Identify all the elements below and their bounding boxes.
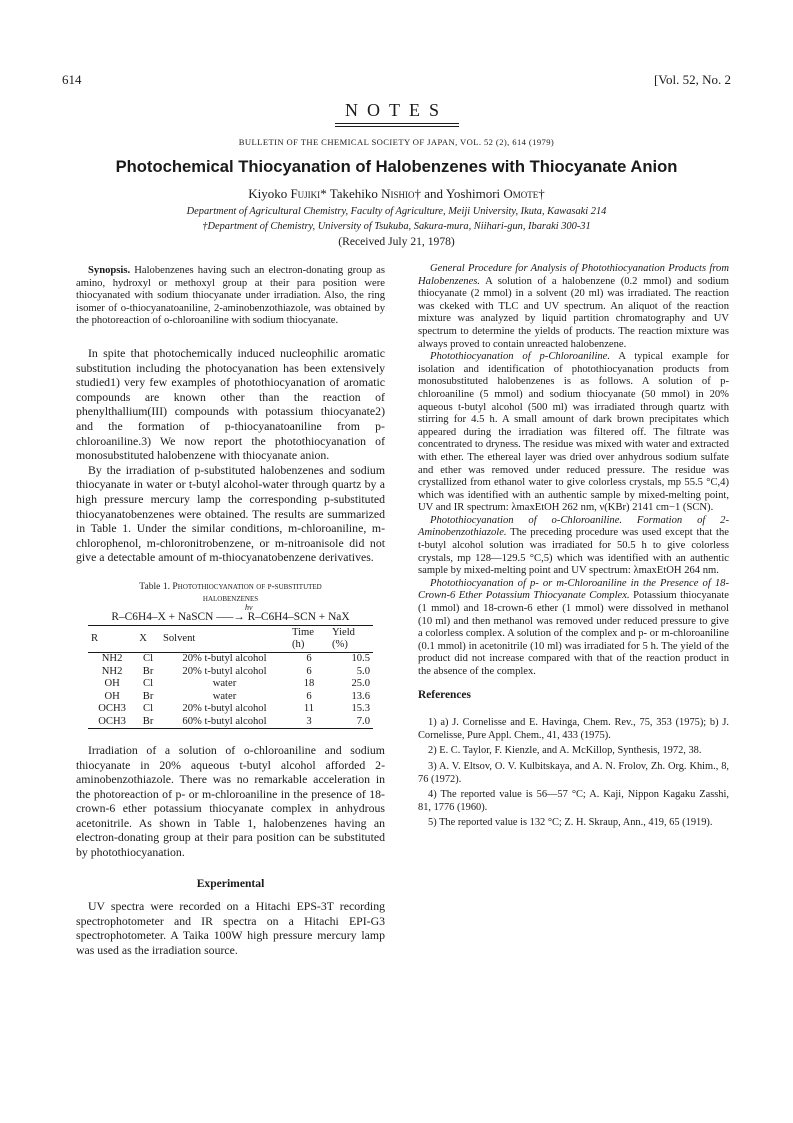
table-caption <box>76 581 385 605</box>
cell-solvent: water <box>212 678 237 690</box>
cell-yield: 7.0 <box>356 715 370 727</box>
left-column <box>76 265 385 958</box>
general-procedure <box>418 263 729 351</box>
table-caption-line1: Photothiocyanation of p-substituted <box>172 580 322 592</box>
cell-x: Br <box>142 715 154 727</box>
section-title: NOTES <box>345 100 448 120</box>
author-list <box>0 186 793 202</box>
received-date: (Received July 21, 1978) <box>338 235 455 248</box>
p-chloroaniline-text: A typical example for isolation and identification of photothiocyanation products from monosubstituted halobenzenes is as follows. A solution of p-chloroaniline (5 mmol) and sodium thiocyanate (50 mmol) in 20% aqueous t-butyl alcohol (500 ml) was irradiated through quartz with stirring for 4.5 h. A small amount of dark brown precipitates which appeared during the irradiation was filtered off. The filtrate was concentrated to dryness. The residue was mixed with water and extracted with ether. The ethereal layer was dried over anhydrous sodium sulfate and ether was removed under reduced pressure. The residue was crystallized from ethanol water to give colorless crystals, mp 55.5 °C,4) which was identified with an authentic sample by mixed-melting point, UV and IR spectrum: λmaxEtOH 262 nm, ν(KBr) 2141 cm−1 (SCN). <box>418 351 729 514</box>
col-header-time: Time (h) <box>292 627 314 651</box>
general-procedure-text: A solution of a halobenzene (0.2 mmol) and sodium thiocyanate (2 mmol) in a solvent (20 ml) was irradiated. The reaction was ckeked with TLC and UV spectrum. An aliquot of the reaction mixture was analyzed by liquid partition chromatography and UV spectrum to determine the yields of products. The reaction mixture was always proved to contain unreacted halobenzene. <box>418 275 729 350</box>
after-table-paragraph: Irradiation of a solution of o-chloroaniline and sodium thiocyanate in 20% aqueous t-butyl alcohol afforded 2-aminobenzothiazole. There was no remarkable acceleration in the photoreaction of p- or m-chloroaniline in the presence of 18-crown-6 ether potassium thiocyanate complex in anhydrous acetonitrile. As shown in Table 1, halobenzenes having an electron-donating group at their para position can be substituted by photothiocyanation. <box>76 742 385 860</box>
cell-time: 3 <box>306 715 312 727</box>
reaction-left: R–C6H4–X + NaSCN <box>111 610 214 623</box>
cell-time: 11 <box>303 703 315 715</box>
cell-r: NH2 <box>101 653 123 665</box>
cell-x: Cl <box>143 653 154 665</box>
cell-r: NH2 <box>101 665 123 677</box>
reference-item: 5) The reported value is 132 °C; Z. H. Skraup, Ann., 419, 65 (1919). <box>428 817 713 829</box>
author-last: Nishio <box>381 186 415 201</box>
general-procedure-heading: General Procedure for Analysis of Photothiocyanation Products from Halobenzenes. <box>418 263 729 287</box>
right-column <box>418 263 729 833</box>
author-mark: † <box>414 186 422 201</box>
crown-ether-heading: Photothiocyanation of p- or m-Chloroaniline in the Presence of 18-Crown-6 Ether Potassium Thiocyanate Complex. <box>418 577 729 602</box>
affiliation-1: Department of Agricultural Chemistry, Faculty of Agriculture, Meiji University, Ikuta, Kawasaki 214 <box>186 206 607 217</box>
cell-x: Cl <box>143 703 154 715</box>
volume-issue: [Vol. 52, No. 2 <box>653 72 731 87</box>
reaction-scheme <box>76 602 385 624</box>
results-table <box>88 625 373 728</box>
cell-yield: 13.6 <box>351 690 370 702</box>
reaction-hv: hv <box>245 602 253 612</box>
author-and: and <box>424 186 444 201</box>
synopsis-text: Halobenzenes having such an electron-donating group as amino, hydroxyl or methoxyl group at their para position were thiocyanated with sodium thiocyanate under irradiation. Also, the ring isomer of o-thiocyanatoaniline, 2-aminobenzothiazole, was obtained by the photoreaction of o-chloroaniline with sodium thiocyanate. <box>76 265 385 327</box>
intro-paragraph-2: By the irradiation of p-substituted halobenzenes and sodium thiocyanate in water or t-butyl alcohol-water through quartz by a high pressure mercury lamp the corresponding p-substituted thiocyanatobenzenes were obtained. The results are summarized in Table 1. Under the similar conditions, m-chloroaniline, m-chlorophenol, m-chloronitrobenzene, or m-nitroanisole did not give a detectable amount of m-thiocyanatobenzene derivatives. <box>76 462 385 565</box>
table-caption-label: Table 1. <box>139 580 171 592</box>
o-chloroaniline-heading: Photothiocyanation of o-Chloroaniline. Formation of 2-Aminobenzothiazole. <box>418 514 729 539</box>
cell-time: 6 <box>306 665 312 677</box>
author-last: Fujiki <box>290 186 321 201</box>
author-mark: † <box>538 186 545 201</box>
cell-yield: 10.5 <box>351 653 370 665</box>
experimental-heading: Experimental <box>196 876 265 890</box>
crown-ether-section <box>418 578 729 679</box>
cell-time: 18 <box>303 678 315 690</box>
crown-ether-text: Potassium thiocyanate (1 mmol) and 18-crown-6 ether (1 mmol) were dissolved in methanol (10 ml) and then methanol was removed under reduced pressure to give a colorless complex. A solution of the complex and p- or m-chloroaniline (0.1 mmol) in acetonitrile (10 ml) was irradiated for 5 h. The yield of the product did not increase compared with that of the reaction product in the absence of the complex. <box>418 590 729 677</box>
o-chloroaniline-section <box>418 515 729 578</box>
col-header-yield: Yield (%) <box>332 627 355 651</box>
journal-citation: BULLETIN OF THE CHEMICAL SOCIETY OF JAPAN, VOL. 52 (2), 614 (1979) <box>238 137 555 147</box>
table-body <box>88 653 373 728</box>
affiliation-2: †Department of Chemistry, University of Tsukuba, Sakura-mura, Niihari-gun, Ibaraki 300-31 <box>202 221 591 232</box>
table-row <box>88 716 373 729</box>
intro-paragraph-1: In spite that photochemically induced nucleophilic aromatic substitution including the photocyanation has been extensively studied1) very few examples of photothiocyanation of aromatic compounds are known other than the reaction of phenylthallium(III) compounds with potassium thiocyanate2) and the formation of p-thiocyanatoaniline from p-chloroaniline.3) We now report the photothiocyanation of monosubstituted halobenzene with thiocyanate anion. <box>76 345 385 463</box>
cell-yield: 25.0 <box>351 678 370 690</box>
table-row <box>88 653 373 666</box>
section-rule-bottom <box>335 126 459 127</box>
table-row <box>88 703 373 715</box>
cell-time: 6 <box>306 653 312 665</box>
table-header-row <box>88 626 373 653</box>
o-chloroaniline-text: The preceding procedure was used except that the t-butyl alcohol solution was irradiated for 50.5 h to give colorless crystals, mp 128—129.5 °C,5) which was identified with an authentic sample by mixed-melting point and UV spectrum: λmaxEtOH 264 nm. <box>418 527 729 577</box>
cell-x: Cl <box>143 678 154 690</box>
synopsis <box>76 265 385 328</box>
reference-item: 1) a) J. Cornelisse and E. Havinga, Chem. Rev., 75, 353 (1975); b) J. Cornelisse, Pure Appl. Chem., 41, 433 (1975). <box>418 717 729 741</box>
author-mark: * <box>320 186 327 201</box>
references-heading: References <box>418 688 471 701</box>
synopsis-label: Synopsis. <box>88 265 131 276</box>
col-header-solvent: Solvent <box>162 633 196 645</box>
cell-time: 6 <box>306 690 312 702</box>
cell-solvent: water <box>212 690 237 702</box>
p-chloroaniline-section <box>418 351 729 515</box>
cell-solvent: 20% t-butyl alcohol <box>182 653 267 665</box>
reference-item: 4) The reported value is 56—57 °C; A. Kaji, Nippon Kagaku Zasshi, 81, 1776 (1960). <box>418 789 729 813</box>
cell-solvent: 60% t-butyl alcohol <box>182 715 267 727</box>
cell-r: OCH3 <box>98 703 126 715</box>
cell-x: Br <box>142 665 154 677</box>
reference-item: 3) A. V. Eltsov, O. V. Kulbitskaya, and A. N. Frolov, Zh. Org. Khim., 8, 76 (1972). <box>418 760 729 785</box>
author-first: Kiyoko <box>248 186 288 201</box>
experimental-paragraph-1: UV spectra were recorded on a Hitachi EPS-3T recording spectrophotometer and IR spectra on a Hitachi EPI-G3 spectrophotometer. A Taika 100W high pressure mercury lamp was used as the irradiation source. <box>76 899 385 958</box>
col-header-x: X <box>139 633 147 645</box>
cell-yield: 5.0 <box>356 665 370 677</box>
section-rule-top <box>335 123 459 124</box>
table-caption-line2: halobenzenes <box>202 592 259 604</box>
col-header-r: R <box>91 633 99 645</box>
page-number: 614 <box>62 72 82 87</box>
author-first: Yoshimori <box>445 186 501 201</box>
cell-r: OH <box>104 678 120 690</box>
p-chloroaniline-heading: Photothiocyanation of p-Chloroaniline. <box>430 351 611 363</box>
author-first: Takehiko <box>329 186 378 201</box>
reference-item: 2) E. C. Taylor, F. Kienzle, and A. McKillop, Synthesis, 1972, 38. <box>428 745 702 757</box>
author-last: Omote <box>503 186 539 201</box>
reaction-arrow: –––→ <box>216 610 245 623</box>
article-title: Photochemical Thiocyanation of Halobenzenes with Thiocyanate Anion <box>115 157 678 176</box>
table-row <box>88 666 373 678</box>
cell-solvent: 20% t-butyl alcohol <box>182 665 267 677</box>
table-row <box>88 691 373 703</box>
cell-x: Br <box>142 690 154 702</box>
table-row <box>88 678 373 690</box>
cell-yield: 15.3 <box>351 703 370 715</box>
reaction-right: R–C6H4–SCN + NaX <box>247 610 350 623</box>
cell-solvent: 20% t-butyl alcohol <box>182 703 267 715</box>
cell-r: OCH3 <box>98 715 126 727</box>
cell-r: OH <box>104 690 120 702</box>
